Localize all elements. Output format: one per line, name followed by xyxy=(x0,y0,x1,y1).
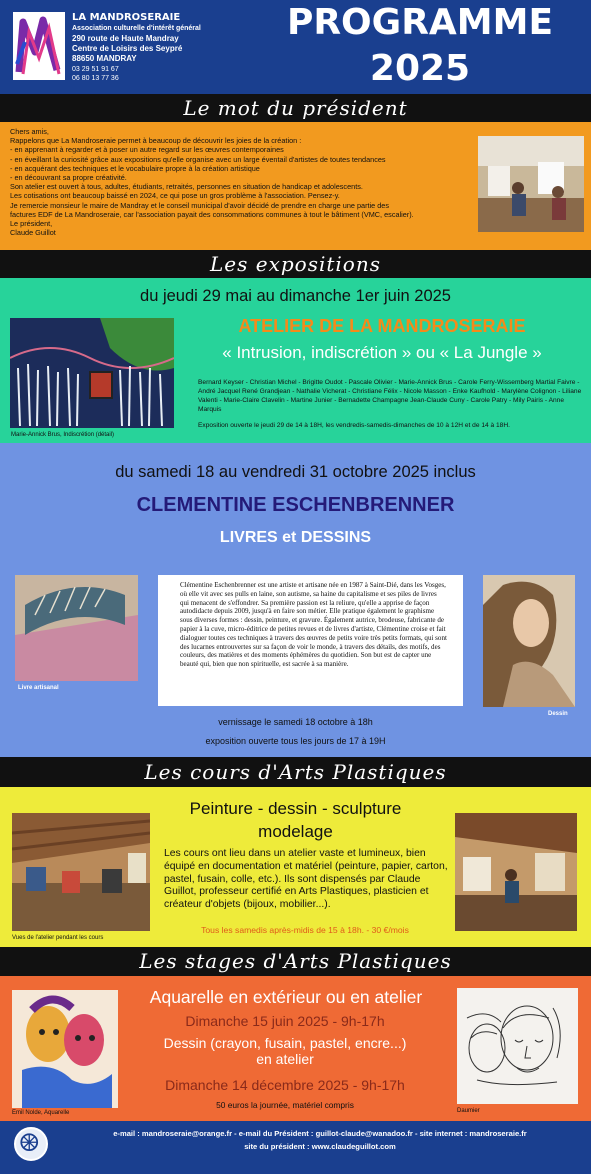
dessin-photo xyxy=(483,575,575,707)
nolde-aquarelle xyxy=(12,990,118,1108)
stage2-title-2: en atelier xyxy=(256,1051,314,1067)
stage1-title: Aquarelle en extérieur ou en atelier xyxy=(149,987,423,1007)
expo2-bio-box xyxy=(158,575,463,706)
stages-heading: Les stages d'Arts Plastiques xyxy=(139,949,452,973)
cours-schedule: Tous les samedis après-midis de 15 à 18h. - 30 €/mois xyxy=(201,925,409,935)
president-section xyxy=(0,122,591,250)
livre-artisanal-photo xyxy=(15,575,138,681)
cours-photo-left xyxy=(12,813,150,931)
expo1-artists: Bernard Keyser - Christian Michel - Brigitte Oudot - Pascale Olivier - Marie-Annick Brus - Carole Ferry-Wissemberg Martial Faivre - André Jacquel René Grandjean - Nathalie Vicherat - Christiane Félix - Nicole Masson - Enke Kaufhold - Marylène Colignon - Liliane Valenti - Marie-Claire Clavelin - Martine Junier - Bernadette Champagne Jean-Claude Cuny - Carole Patry - Mily Pairis - Anne Marquis xyxy=(198,379,582,413)
expo1-hours: Exposition ouverte le jeudi 29 de 14 à 18H, les vendredis-samedis-dimanches de 10 à 12H et de 14 à 18H. xyxy=(198,422,510,429)
president-line: - en acquérant des techniques et le vocabulaire propre à la création artistique xyxy=(10,163,260,173)
programme-year: 2025 xyxy=(369,48,471,89)
expositions-heading-bar xyxy=(0,250,591,278)
cours-title-2: modelage xyxy=(258,822,333,841)
president-line: Je remercie monsieur le maire de Mandray et le conseil municipal d'avoir décidé de prendre en charge une partie des xyxy=(10,200,390,210)
expo2-open-hours: exposition ouverte tous les jours de 17 à 19H xyxy=(205,736,386,746)
president-line: - en apprenant à regarder et à poser un autre regard sur les œuvres contemporaines xyxy=(10,145,284,155)
expositions-heading: Les expositions xyxy=(210,252,381,276)
cours-photo-right xyxy=(455,813,577,931)
president-heading: Le mot du président xyxy=(183,96,408,120)
president-line: Les cotisations ont beaucoup baissé en 2024, ce qui pose un gros problème à l'association. Pensez-y. xyxy=(10,191,340,201)
cours-caption: Vues de l'atelier pendant les cours xyxy=(12,935,104,941)
president-line: Chers amis, xyxy=(10,127,49,136)
president-text xyxy=(10,127,470,237)
atelier-photo xyxy=(478,136,584,232)
address-line: Centre de Loisirs des Seypré xyxy=(72,44,183,53)
vernissage: vernissage le samedi 18 octobre à 18h xyxy=(218,717,373,727)
livre-caption: Livre artisanal xyxy=(18,685,59,691)
footer-contacts[interactable]: e-mail : mandroseraie@orange.fr - e-mail du Président : guillot-claude@wanadoo.fr - site internet : mandroseraie.fr xyxy=(113,1129,527,1138)
address-line: 290 route de Haute Mandray xyxy=(72,34,179,43)
expo1-painting xyxy=(10,318,174,428)
president-line: factures EDF de La Mandroseraie, car l'association payait des consommations communes à tout le bâtiment (VMC, escalier). xyxy=(10,209,414,219)
stage2-title: Dessin (crayon, fusain, pastel, encre...) xyxy=(163,1035,407,1051)
header xyxy=(0,0,591,94)
dessin-caption: Dessin xyxy=(548,711,568,717)
expo1-section xyxy=(0,278,591,443)
president-line: Le président, xyxy=(10,219,53,229)
cours-heading: Les cours d'Arts Plastiques xyxy=(144,760,447,784)
president-line: Son atelier est ouvert à tous, adultes, étudiants, retraités, personnes en situation de handicap et adolescents. xyxy=(10,182,363,192)
stages-heading-bar xyxy=(0,947,591,976)
expo1-title: ATELIER DE LA MANDROSERAIE xyxy=(238,316,526,336)
daumier-drawing xyxy=(457,988,578,1104)
daumier-caption: Daumier xyxy=(457,1108,480,1114)
footer xyxy=(0,1121,591,1174)
expo2-theme: LIVRES et DESSINS xyxy=(219,529,372,546)
cours-title: Peinture - dessin - sculpture xyxy=(189,799,402,818)
president-line: Rappelons que La Mandroseraie permet à beaucoup de découvrir les joies de la création : xyxy=(10,136,302,146)
phone: 06 80 13 77 36 xyxy=(72,75,119,82)
president-line: Claude Guillot xyxy=(10,228,56,238)
footer-logo xyxy=(14,1127,48,1161)
address-line: 88650 MANDRAY xyxy=(72,54,137,63)
expo2-artist: CLEMENTINE ESCHENBRENNER xyxy=(136,494,455,516)
expo1-subtitle: « Intrusion, indiscrétion » ou « La Jungle » xyxy=(222,343,542,362)
president-heading-bar xyxy=(0,94,591,122)
org-name: LA MANDROSERAIE xyxy=(72,12,181,23)
expo1-caption: Marie-Annick Brus, Indiscrétion (détail) xyxy=(11,432,115,438)
stages-price: 50 euros la journée, matériel compris xyxy=(216,1100,354,1110)
logo xyxy=(13,12,65,80)
cours-text: Les cours ont lieu dans un atelier vaste et lumineux, bien équipé en documentation et matériel (peinture, papier, carton, pastel, fusain, colle, etc.). Ils sont dispensés par Claude Guillot, professeur certifié en Arts Plastiques, plasticien et créateur d'objets (bijoux, mobilier...). xyxy=(164,848,448,911)
expo2-section xyxy=(0,443,591,757)
cours-section xyxy=(0,787,591,947)
stages-section xyxy=(0,976,591,1121)
phone: 03 29 51 91 67 xyxy=(72,66,119,73)
programme-title: PROGRAMME xyxy=(286,2,554,43)
expo2-dates: du samedi 18 au vendredi 31 octobre 2025 inclus xyxy=(115,463,476,481)
president-line: - en éveillant la curiosité grâce aux expositions qu'elle organise avec un large éventail d'artistes de toutes tendances xyxy=(10,154,386,164)
stage2-date: Dimanche 14 décembre 2025 - 9h-17h xyxy=(165,1077,405,1093)
nolde-caption: Emil Nolde, Aquarelle xyxy=(12,1110,70,1116)
footer-president-site[interactable]: site du président : www.claudeguillot.com xyxy=(244,1142,396,1151)
cours-heading-bar xyxy=(0,757,591,787)
president-line: - en découvrant sa propre créativité. xyxy=(10,173,127,183)
expo2-bio: Clémentine Eschenbrenner est une artiste et artisane née en 1987 à Saint-Dié, dans les Vosges, où elle vit avec ses pulls en laine, son autisme, sa haine du capitalisme et ses piles de livres qui menacent de s'effondrer. Sa première passion est la reliure, qu'elle a apprise de façon autodidacte depuis 2009, jusqu'à en faire son métier. Elle pratique également le graphisme sous diverses formes : dessin, peinture, et gravure. Également autrice, brodeuse, fabricante de papier à la cuve, micro-éditrice de petites revues et de livres d'artiste, Clémentine croise et fait dialoguer toutes ces techniques à travers des œuvres de petits voire très petits formats, qui sont des lucarnes entrouvertes sur sa façon de voir le monde, à travers des détails, des motifs, des couleurs, des matières et des moments éphémères du quotidien. Son but est de capter une beauté qui, bien que non spirituelle, est sacrée à sa manière. xyxy=(180,581,447,669)
org-subtitle: Association culturelle d'intérêt général xyxy=(72,25,201,32)
stage1-date: Dimanche 15 juin 2025 - 9h-17h xyxy=(185,1013,385,1029)
expo1-dates: du jeudi 29 mai au dimanche 1er juin 2025 xyxy=(140,287,451,305)
